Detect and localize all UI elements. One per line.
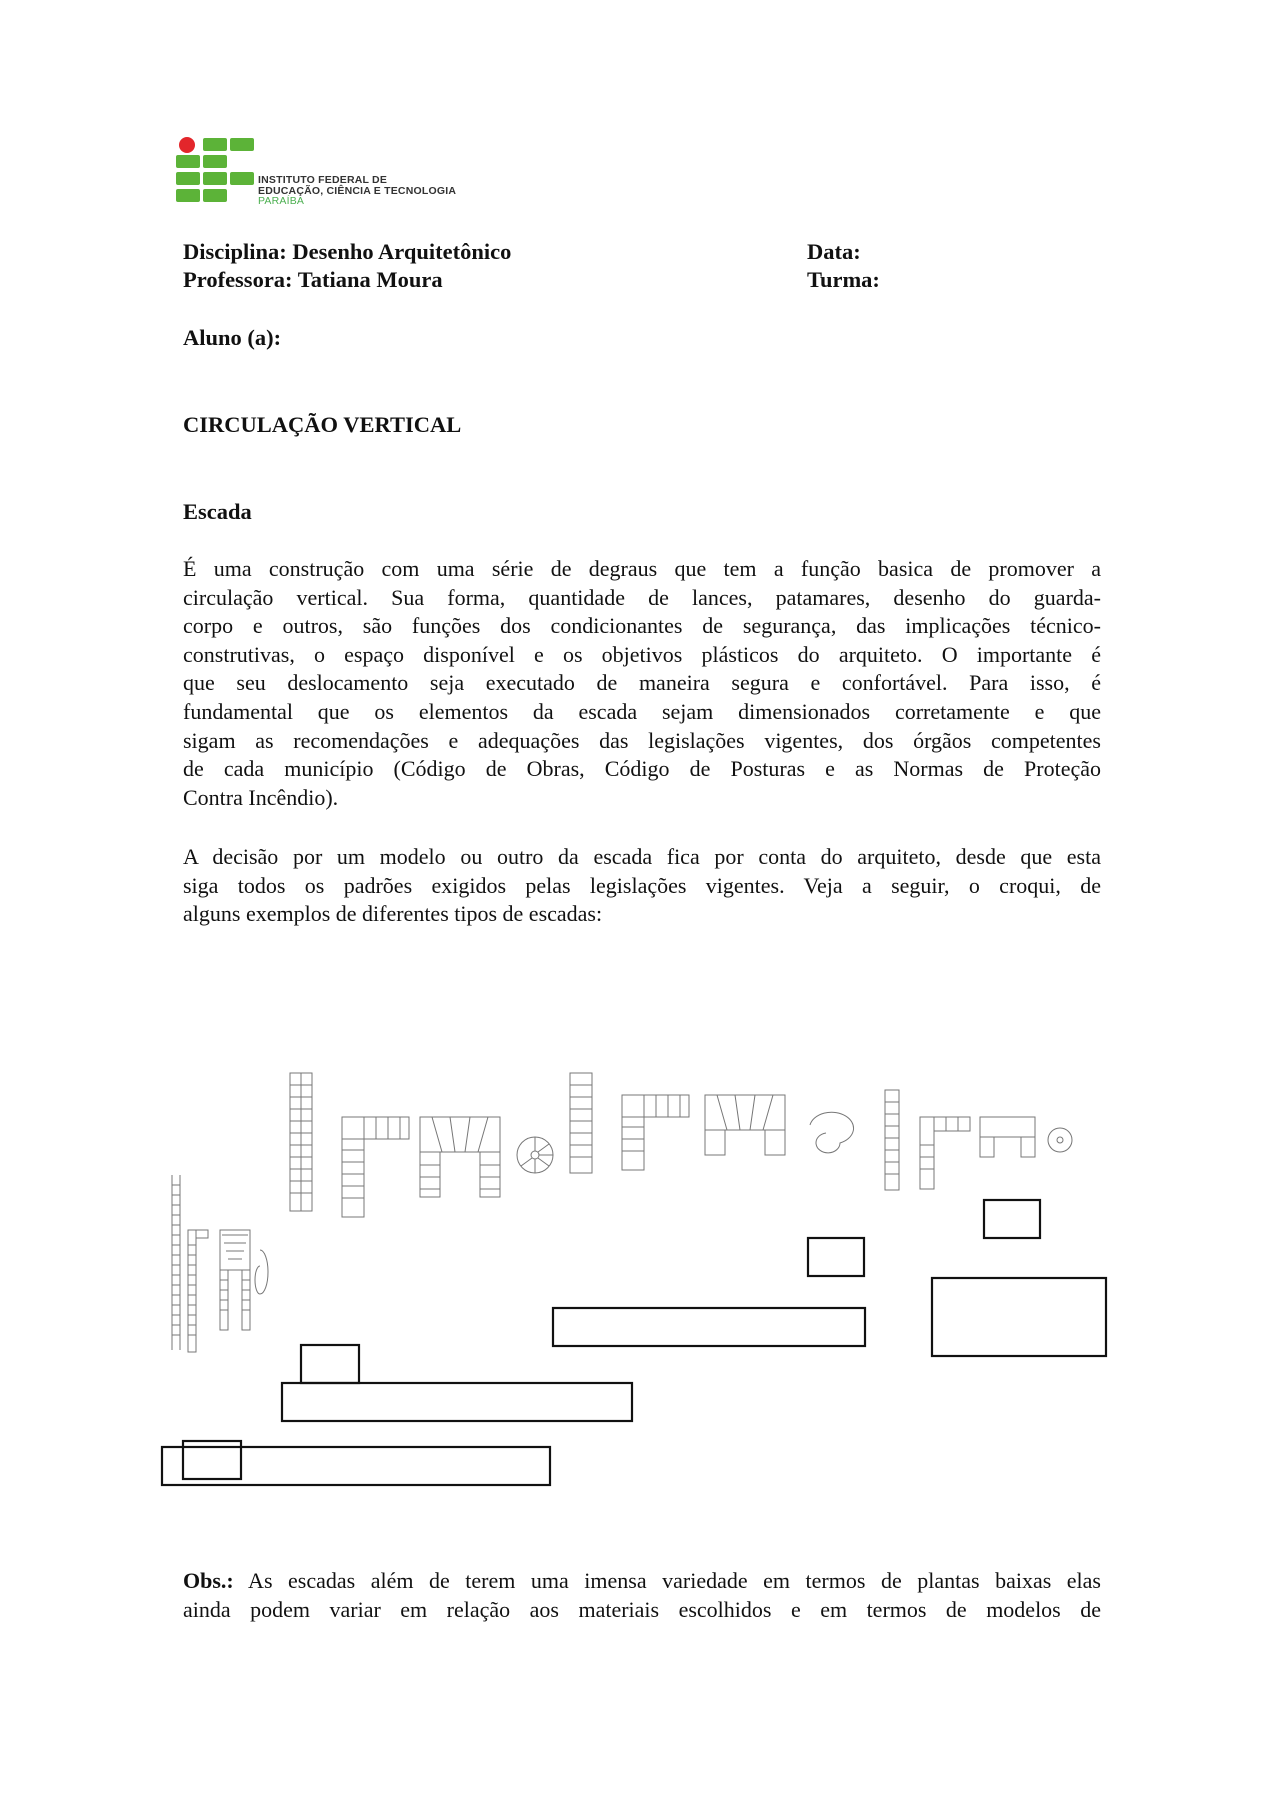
paragraph-line: de cada município (Código de Obras, Código de Posturas e as Normas de Proteção [183,756,1101,782]
stair-sketch-straight-small [172,1175,180,1350]
outline-box [932,1278,1106,1356]
stair-sketch-straight-large [570,1073,592,1173]
outline-boxes [162,1200,1106,1485]
section-heading: Escada [183,499,252,524]
logo-line-3: PARAÍBA [258,195,305,207]
paragraph-line: A decisão por um modelo ou outro da escada fica por conta do arquiteto, desde que esta [183,844,1101,869]
stair-sketch-spiral-right [1048,1128,1072,1152]
obs-text-1: As escadas além de terem uma imensa variedade em termos de plantas baixas elas [233,1568,1101,1593]
stair-sketch-spiral-small [255,1250,268,1294]
stair-sketch-l-small [188,1230,208,1352]
professora-label: Professora: Tatiana Moura [183,267,443,292]
paragraph-line: Contra Incêndio). [183,784,339,810]
paragraph-line: construtivas, o espaço disponível e os objetivos plásticos do arquiteto. O importante é [183,641,1101,667]
obs-line-1 [183,1567,1101,1596]
paragraph-escada-definition [183,555,1101,812]
stair-sketch-u-right [980,1117,1035,1157]
if-logo-mark [175,137,255,203]
stair-sketch-l-large [622,1095,689,1170]
paragraph-decisao [183,843,1101,929]
obs-paragraph [183,1567,1101,1624]
disciplina-label: Disciplina: Desenho Arquitetônico [183,239,512,264]
outline-box [984,1200,1040,1238]
obs-line-2: ainda podem variar em relação aos materiais escolhidos e em termos de modelos de [183,1596,1101,1622]
paragraph-line: corpo e outros, são funções dos condicionantes de segurança, das implicações técnico- [183,613,1101,639]
outline-box [282,1383,632,1421]
outline-box [301,1345,359,1383]
turma-label: Turma: [807,267,880,292]
paragraph-line: que seu deslocamento seja executado de maneira segura e confortável. Para isso, é [183,670,1101,696]
paragraph-line: circulação vertical. Sua forma, quantidade de lances, patamares, desenho do guarda- [183,584,1101,610]
outline-box [808,1238,864,1276]
paragraph-line: siga todos os padrões exigidos pelas legislações vigentes. Veja a seguir, o croqui, de [183,872,1101,898]
stair-sketch-u-large [705,1095,785,1155]
stair-sketch-u-small [220,1230,250,1330]
stair-sketch-l-medium [342,1117,409,1217]
logo-line-2: EDUCAÇÃO, CIÊNCIA E TECNOLOGIA [258,185,457,197]
stair-sketch-straight-medium [290,1073,312,1211]
paragraph-line: É uma construção com uma série de degraus que tem a função basica de promover a [183,556,1101,581]
stair-sketch-l-right [920,1117,970,1189]
logo-line-1: INSTITUTO FEDERAL DE [258,174,388,186]
paragraph-line: fundamental que os elementos da escada sejam dimensionados corretamente e que [183,698,1101,724]
obs-label: Obs.: [183,1568,234,1593]
outline-box [553,1308,865,1346]
data-label: Data: [807,239,861,264]
paragraph-line: alguns exemplos de diferentes tipos de escadas: [183,901,603,927]
page-title: CIRCULAÇÃO VERTICAL [183,412,462,437]
stair-sketch-straight-right [885,1090,899,1190]
aluno-label: Aluno (a): [183,325,282,350]
stair-sketch-spiral-large [810,1112,854,1153]
paragraph-line: sigam as recomendações e adequações das legislações vigentes, dos órgãos competentes [183,727,1101,753]
stair-sketch-u-medium [420,1117,500,1197]
institution-logo [175,137,495,207]
stair-sketch-spiral-medium [517,1137,553,1173]
stair-sketches-figure [160,1055,1125,1495]
